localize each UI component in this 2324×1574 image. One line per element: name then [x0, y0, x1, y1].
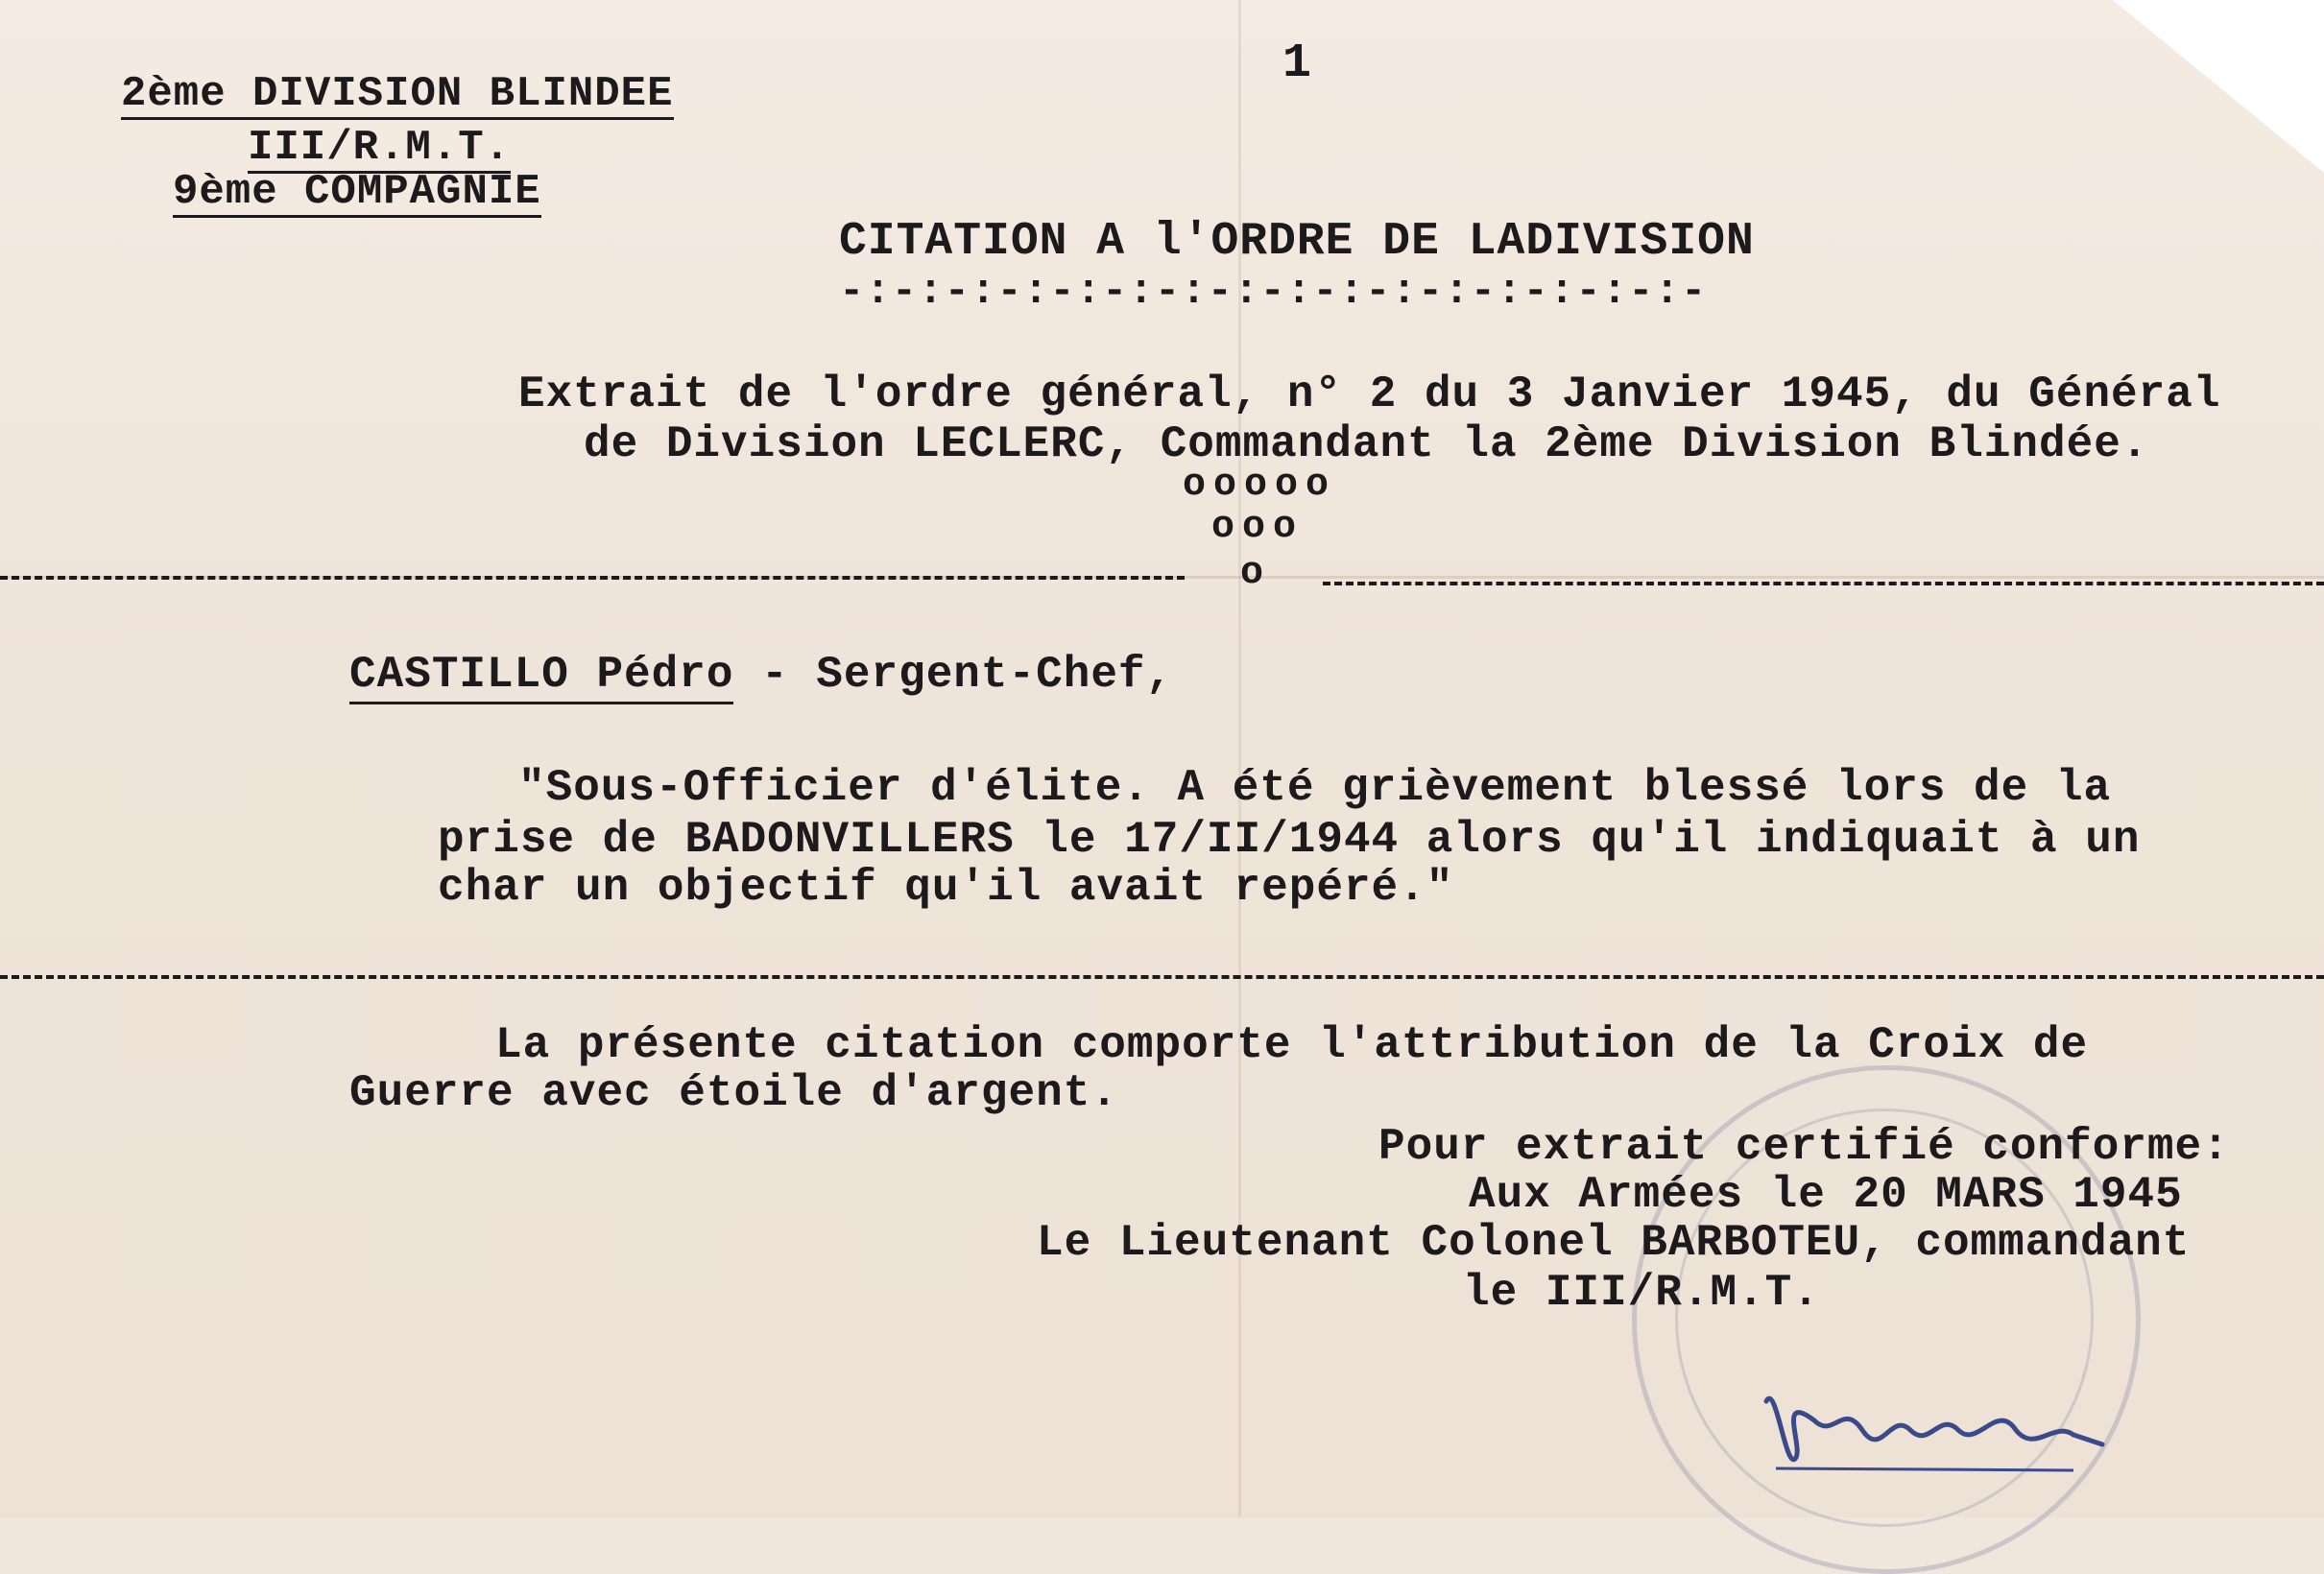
ornament-row-3: o [1240, 552, 1272, 595]
citation-recipient [349, 650, 1174, 700]
certification-line-2: Aux Armées le 20 MARS 1945 [1469, 1170, 2183, 1220]
handwritten-signature-icon [1757, 1363, 2121, 1478]
citation-text-line-1: "Sous-Officier d'élite. A été grièvement blessé lors de la [518, 763, 2112, 813]
certification-line-3: Le Lieutenant Colonel BARBOTEU, commandant [1037, 1218, 2191, 1268]
ornament-row-2: ooo [1211, 506, 1305, 549]
award-line-1: La présente citation comporte l'attribution de la Croix de [495, 1020, 2089, 1070]
recipient-rank: - Sergent-Chef, [733, 650, 1174, 700]
header-division: 2ème DIVISION BLINDEE [121, 70, 674, 118]
page-number: 1 [1282, 36, 1313, 91]
title-underline: -:-:-:-:-:-:-:-:-:-:-:-:-:-:-:-:- [839, 268, 1708, 316]
ornament-row-1: ooooo [1183, 464, 1337, 507]
header-regiment: III/R.M.T. [248, 124, 512, 172]
torn-corner [2113, 0, 2324, 173]
separator-dashed-left [0, 576, 1185, 580]
extract-line-2: de Division LECLERC, Commandant la 2ème Division Blindée. [584, 419, 2149, 469]
citation-text-line-3: char un objectif qu'il avait repéré." [438, 863, 1454, 913]
header-company: 9ème COMPAGNIE [173, 168, 541, 216]
citation-text-line-2: prise de BADONVILLERS le 17/II/1944 alors qu'il indiquait à un [438, 815, 2141, 865]
separator-dashed-full [0, 975, 2324, 979]
extract-line-1: Extrait de l'ordre général, n° 2 du 3 Janvier 1945, du Général [518, 370, 2221, 419]
certification-line-1: Pour extrait certifié conforme: [1378, 1122, 2230, 1172]
document-title: CITATION A l'ORDRE DE LADIVISION [839, 216, 1755, 268]
separator-dashed-right [1323, 582, 2324, 585]
award-line-2: Guerre avec étoile d'argent. [349, 1068, 1118, 1118]
certification-line-4: le III/R.M.T. [1463, 1268, 1820, 1318]
recipient-name: CASTILLO Pédro [349, 650, 733, 704]
